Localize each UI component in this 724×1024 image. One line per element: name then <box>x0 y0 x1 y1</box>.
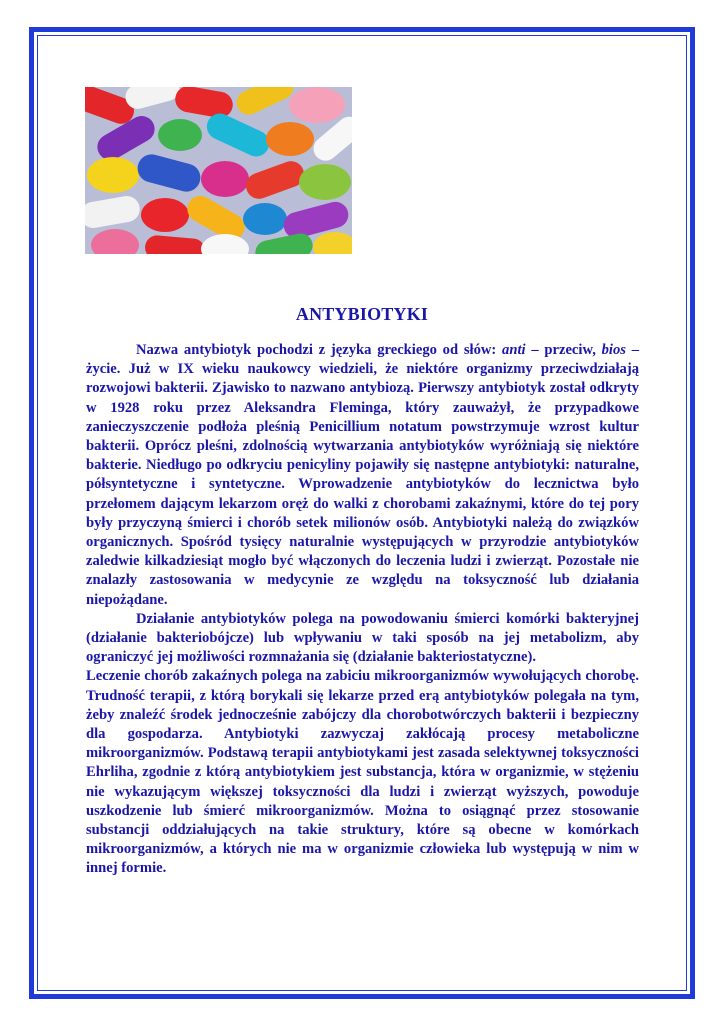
pills-photo-icon <box>85 87 352 254</box>
paragraph-2: Działanie antybiotyków polega na powodowaniu śmierci komórki bakteryjnej (działanie bakteriobójcze) lub wpływaniu w taki sposób na jej metabolizm, aby ograniczyć jej możliwości rozmnażania się (działanie bakteriostatyczne). <box>86 610 639 666</box>
pills-photo <box>85 87 352 254</box>
paragraph-1 <box>86 341 639 610</box>
p1-text-c: – życie. Już w IX wieku naukowcy wiedzieli, że niektóre organizmy przeciwdziałają rozwojowi bakterii. Zjawisko to nazwano antybiozą. Pierwszy antybiotyk został odkryty w 1928 roku przez Aleksandra Fleminga, który zauważył, że przypadkowe zanieczyszczenie podłoża pleśnią Penicillium notatum powstrzymuje wzrost kultur bakterii. Oprócz pleśni, zdolnością wytwarzania antybiotyków wyróżniają się niektóre bakterie. Niedługo po odkryciu penicyliny pojawiły się następne antybiotyki: naturalne, półsyntetyczne i syntetyczne. Wprowadzenie antybiotyków do lecznictwa było przełomem dającym lekarzom oręż do walki z chorobami zakaźnymi, które do tej pory były przyczyną śmierci i chorób setek milionów osób. Antybiotyki należą do związków organicznych. Spośród tysięcy naturalnie występujących w przyrodzie antybiotyków zaledwie kilkadziesiąt mogło być włączonych do leczenia ludzi i zwierząt. Pozostałe nie znalazły zastosowania w medycynie ze względu na toksyczność lub działania niepożądane. <box>86 342 639 608</box>
paragraph-3: Leczenie chorób zakaźnych polega na zabiciu mikroorganizmów wywołujących chorobę. Trudność terapii, z którą borykali się lekarze przed erą antybiotyków polegała na tym, żeby znaleźć środek jednocześnie zabójczy dla chorobotwórczych bakterii i bezpieczny dla gospodarza. Antybiotyki zazwyczaj zakłócają procesy metaboliczne mikroorganizmów. Podstawą terapii antybiotykami jest zasada selektywnej toksyczności Ehrliha, zgodnie z którą antybiotykiem jest substancja, która w organizmie, w stężeniu nie wykazującym większej toksyczności dla ludzi i zwierząt wyższych, powoduje uszkodzenie lub śmierć mikroorganizmów. Można to osiągnąć przez stosowanie substancji oddziałujących na takie struktury, które są obecne w komórkach mikroorganizmów, a których nie ma w organizmie człowieka lub występują w nim w innej formie. <box>86 668 639 877</box>
p1-text-b: – przeciw, <box>525 342 602 358</box>
p1-bios: bios <box>601 342 626 358</box>
p1-anti: anti <box>502 342 526 358</box>
article-body <box>86 341 639 879</box>
page-title: ANTYBIOTYKI <box>295 304 429 324</box>
p1-text-a: Nazwa antybiotyk pochodzi z języka greckiego od słów: <box>136 342 503 358</box>
